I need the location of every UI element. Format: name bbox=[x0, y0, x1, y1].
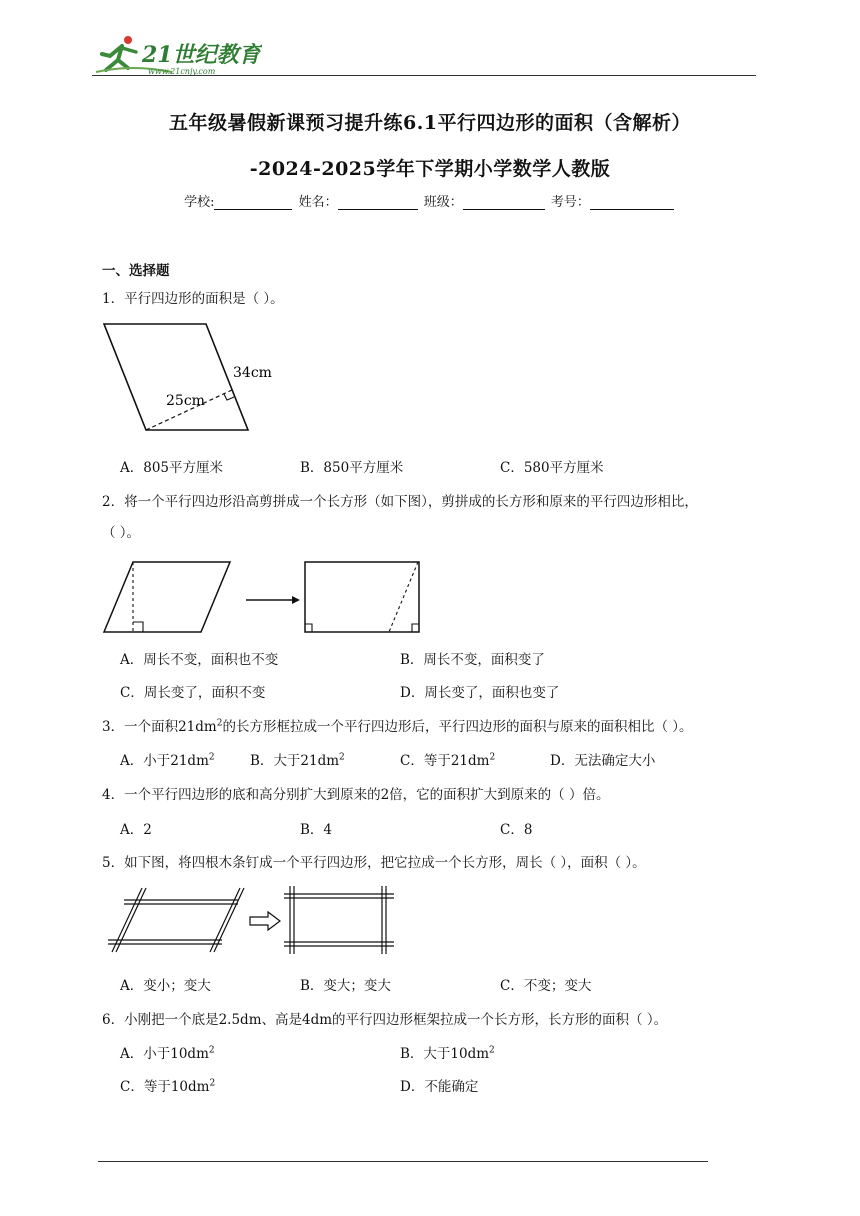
site-logo bbox=[92, 34, 262, 78]
question-5-text: 5．如下图，将四根木条钉成一个平行四边形，把它拉成一个长方形，周长（ ），面积（ ）。 bbox=[102, 855, 646, 871]
page-title-line1: 五年级暑假新课预习提升练6.1平行四边形的面积（含解析） bbox=[168, 112, 692, 134]
question-2-option-b[interactable]: B．周长不变，面积变了 bbox=[400, 652, 545, 668]
exam-no-label: 考号： bbox=[550, 195, 590, 210]
question-2-option-d[interactable]: D．周长变了，面积也变了 bbox=[400, 685, 560, 701]
wooden-strips-parallelogram bbox=[108, 888, 244, 952]
page-title-line2: -2024-2025学年下学期小学数学人教版 bbox=[249, 158, 611, 180]
parallelogram-shape bbox=[104, 324, 248, 430]
question-4-text: 4．一个平行四边形的底和高分别扩大到原来的2倍，它的面积扩大到原来的（ ）倍。 bbox=[102, 787, 610, 803]
question-1-text: 1．平行四边形的面积是（ ）。 bbox=[102, 291, 284, 307]
name-blank[interactable] bbox=[338, 195, 418, 210]
wooden-strips-rectangle bbox=[284, 886, 394, 954]
question-2-text-line1: 2．将一个平行四边形沿高剪拼成一个长方形（如下图），剪拼成的长方形和原来的平行四边形相比， bbox=[102, 494, 698, 510]
original-parallelogram bbox=[104, 562, 230, 632]
right-angle-mark bbox=[305, 624, 312, 632]
transform-arrow-icon bbox=[250, 912, 280, 930]
question-3-option-d[interactable]: D．无法确定大小 bbox=[550, 753, 656, 769]
question-2-option-a[interactable]: A．周长不变，面积也不变 bbox=[120, 652, 279, 668]
question-1-option-a[interactable]: A．805平方厘米 bbox=[120, 460, 224, 476]
school-blank[interactable] bbox=[214, 195, 292, 210]
question-1-option-b[interactable]: B．850平方厘米 bbox=[300, 460, 404, 476]
moved-piece-line bbox=[389, 562, 418, 632]
question-4-option-c[interactable]: C．8 bbox=[500, 822, 533, 838]
logo-url-text: www.21cnjy.com bbox=[148, 67, 216, 76]
question-3-text: 3．一个面积$21dm^2$的长方形框拉成一个平行四边形后，平行四边形的面积与原来的面积相比（ ）。 bbox=[102, 718, 693, 735]
question-5-option-a[interactable]: A．变小；变大 bbox=[120, 978, 211, 994]
question-4-option-a[interactable]: A．2 bbox=[120, 822, 152, 838]
name-label: 姓名： bbox=[298, 195, 338, 210]
question-4-option-b[interactable]: B．4 bbox=[300, 822, 333, 838]
right-angle-mark bbox=[224, 394, 234, 400]
header-rule bbox=[92, 75, 756, 76]
side-length-label: 34cm bbox=[233, 365, 272, 381]
runner-logo-icon bbox=[92, 34, 262, 78]
question-3-option-b[interactable]: B．大于$21dm^2$ bbox=[250, 752, 345, 769]
question-6-option-d[interactable]: D．不能确定 bbox=[400, 1079, 479, 1095]
section-heading: 一、选择题 bbox=[102, 263, 170, 279]
exam-no-blank[interactable] bbox=[590, 195, 674, 210]
result-rectangle bbox=[305, 562, 419, 632]
question-2-figure bbox=[100, 556, 430, 638]
question-2-option-c[interactable]: C．周长变了，面积不变 bbox=[120, 685, 266, 701]
school-label: 学校: bbox=[184, 195, 215, 210]
question-6-option-a[interactable]: A．小于$10dm^2$ bbox=[120, 1045, 215, 1062]
height-length-label: 25cm bbox=[166, 393, 205, 409]
right-angle-mark bbox=[412, 624, 419, 632]
student-info-line bbox=[0, 191, 860, 210]
footer-rule bbox=[98, 1161, 708, 1162]
class-label: 班级： bbox=[423, 195, 463, 210]
question-6-option-b[interactable]: B．大于$10dm^2$ bbox=[400, 1045, 495, 1062]
question-3-option-c[interactable]: C．等于$21dm^2$ bbox=[400, 752, 496, 769]
question-6-option-c[interactable]: C．等于$10dm^2$ bbox=[120, 1078, 216, 1095]
class-blank[interactable] bbox=[463, 195, 545, 210]
question-5-figure bbox=[104, 884, 404, 956]
question-5-option-b[interactable]: B．变大；变大 bbox=[300, 978, 391, 994]
question-5-option-c[interactable]: C．不变；变大 bbox=[500, 978, 592, 994]
question-6-text: 6．小刚把一个底是2.5dm、高是4dm的平行四边形框架拉成一个长方形，长方形的面积（ ）。 bbox=[102, 1012, 668, 1028]
question-2-text-line2: （ ）。 bbox=[102, 525, 141, 541]
arrow-head-icon bbox=[292, 596, 300, 604]
question-1-figure bbox=[100, 318, 300, 438]
question-1-option-c[interactable]: C．580平方厘米 bbox=[500, 460, 604, 476]
logo-text: 21世纪教育 bbox=[142, 42, 261, 68]
question-3-option-a[interactable]: A．小于$21dm^2$ bbox=[120, 752, 215, 769]
right-angle-mark bbox=[133, 622, 143, 632]
